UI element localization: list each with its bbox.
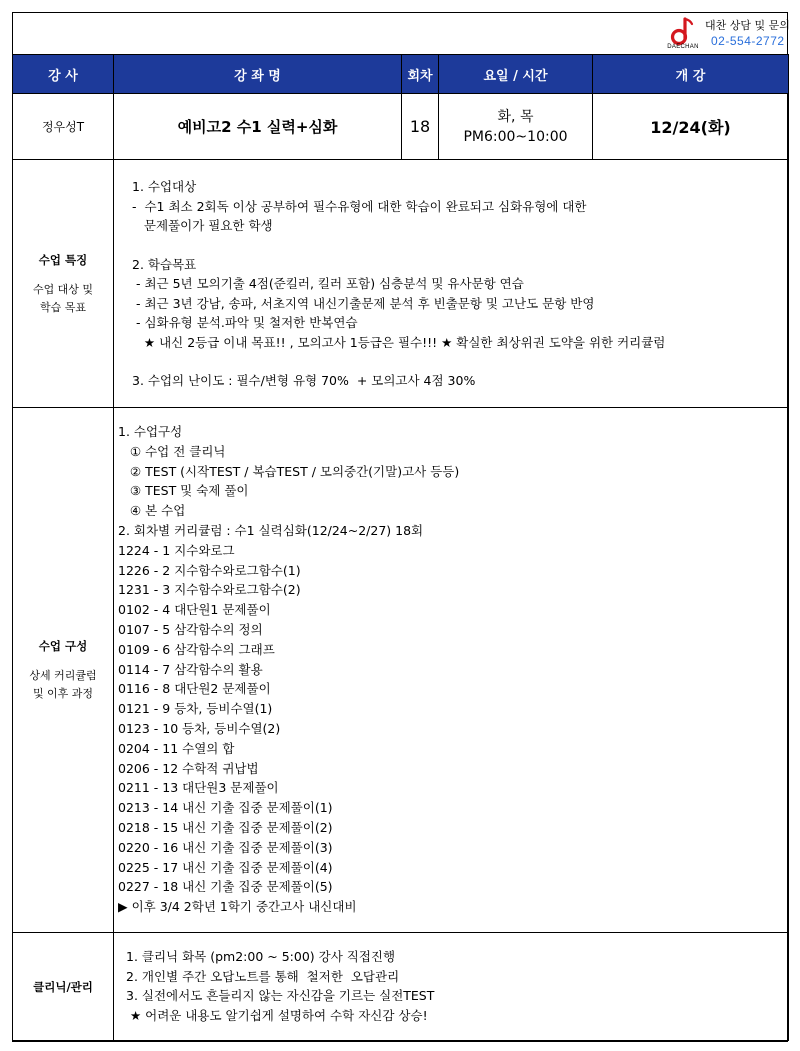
brand-header: [13, 13, 790, 54]
text-line: 0206 - 12 수학적 귀납법: [118, 760, 259, 776]
text-line: 2. 학습목표: [132, 256, 197, 272]
header-teacher: 강 사: [13, 55, 114, 94]
curriculum-subtitle-2: 및 이후 과정: [32, 687, 94, 700]
text-line: 0102 - 4 대단원1 문제풀이: [118, 602, 271, 618]
text-line: 1. 수업구성: [118, 424, 183, 439]
text-line: 0109 - 6 삼각함수의 그래프: [118, 641, 275, 657]
clinic-content: [114, 933, 789, 1041]
text-line: - 최근 5년 모의기출 4점(준킬러, 킬러 포함) 심층분석 및 유사문항 연습: [132, 276, 524, 291]
teacher-name: 정우성T: [13, 94, 114, 160]
curriculum-label: [13, 408, 114, 933]
text-line: 0220 - 16 내신 기출 집중 문제풀이(3): [118, 839, 333, 855]
curriculum-subtitle-1: 상세 커리큘럼: [29, 669, 97, 682]
text-line: 문제풀이가 필요한 학생: [132, 218, 273, 233]
text-line: [132, 352, 788, 371]
text-line: 1. 수업대상: [132, 179, 197, 194]
curriculum-list: [114, 408, 788, 917]
features-subtitle-2: 학습 목표: [39, 300, 86, 314]
header-course: 강 좌 명: [114, 55, 402, 94]
contact-phone: 02-554-2772: [711, 34, 785, 48]
text-line: 1226 - 2 지수함수와로그함수(1): [118, 562, 301, 578]
text-line: 0227 - 18 내신 기출 집중 문제풀이(5): [118, 879, 333, 895]
text-line: 0225 - 17 내신 기출 집중 문제풀이(4): [118, 859, 333, 875]
text-line: ★ 어려운 내용도 알기쉽게 설명하여 수학 자신감 상승!: [126, 1007, 428, 1023]
features-title: 수업 특징: [38, 252, 88, 267]
features-content: [114, 160, 789, 408]
logo-name: DAECHAN: [667, 44, 699, 50]
text-line: ③ TEST 및 숙제 풀이: [118, 483, 249, 499]
text-line: 0116 - 8 대단원2 문제풀이: [118, 681, 271, 697]
header-sessions: 회차: [402, 55, 439, 94]
text-line: 1231 - 3 지수함수와로그함수(2): [118, 582, 301, 598]
schedule-days: 화, 목: [497, 108, 534, 125]
schedule-cell: [439, 94, 593, 160]
contact-label: 대찬 상담 및 문의: [705, 19, 790, 32]
session-count: 18: [402, 94, 439, 160]
schedule-frame: [12, 12, 788, 1042]
course-name: 예비고2 수1 실력+심화: [114, 94, 402, 160]
curriculum-row: [13, 408, 789, 933]
clinic-list: [114, 933, 788, 1025]
header-schedule: 요일 / 시간: [439, 55, 593, 94]
text-line: 1. 클리닉 화목 (pm2:00 ~ 5:00) 강사 직접진행: [126, 949, 396, 964]
text-line: - 수1 최소 2회독 이상 공부하여 필수유형에 대한 학습이 완료되고 심화유형에 대한: [132, 198, 587, 214]
text-line: [132, 236, 788, 255]
text-line: ④ 본 수업: [118, 503, 186, 519]
features-row: [13, 160, 789, 408]
clinic-row: [13, 933, 789, 1041]
text-line: ① 수업 전 클리닉: [118, 443, 226, 459]
text-line: 0121 - 9 등차, 등비수열(1): [118, 701, 273, 717]
header-start: 개 강: [593, 55, 789, 94]
text-line: ▶ 이후 3/4 2학년 1학기 중간고사 내신대비: [118, 899, 357, 915]
text-line: 0218 - 15 내신 기출 집중 문제풀이(2): [118, 819, 333, 835]
features-subtitle-1: 수업 대상 및: [32, 282, 94, 296]
text-line: 0213 - 14 내신 기출 집중 문제풀이(1): [118, 800, 333, 816]
text-line: 0114 - 7 삼각함수의 활용: [118, 661, 263, 677]
text-line: - 심화유형 분석.파악 및 철저한 반복연습: [132, 315, 358, 330]
text-line: 0204 - 11 수열의 합: [118, 740, 235, 756]
schedule-time: PM6:00~10:00: [463, 128, 568, 145]
schedule-table: [12, 54, 789, 1041]
text-line: 3. 실전에서도 흔들리지 않는 자신감을 기르는 실전TEST: [126, 988, 435, 1003]
text-line: 1224 - 1 지수와로그: [118, 542, 235, 558]
clinic-label: [13, 933, 114, 1041]
text-line: - 최근 3년 강남, 송파, 서초지역 내신기출문제 분석 후 빈출문항 및 고난도 문항 반영: [132, 295, 595, 311]
curriculum-content: [114, 408, 789, 933]
text-line: ② TEST (시작TEST / 복습TEST / 모의중간(기말)고사 등등): [118, 463, 460, 479]
text-line: ★ 내신 2등급 이내 목표!! , 모의고사 1등급은 필수!!! ★ 확실한 최상위권 도약을 위한 커리큘럼: [132, 334, 666, 350]
course-info-row: [13, 94, 789, 160]
text-line: 0211 - 13 대단원3 문제풀이: [118, 780, 279, 796]
text-line: 3. 수업의 난이도 : 필수/변형 유형 70% + 모의고사 4점 30%: [132, 373, 476, 388]
clinic-title: 클리닉/관리: [33, 979, 93, 994]
start-date: 12/24(화): [593, 94, 789, 160]
features-label: [13, 160, 114, 408]
text-line: 0123 - 10 등차, 등비수열(2): [118, 720, 281, 736]
text-line: 0107 - 5 삼각함수의 정의: [118, 621, 263, 637]
header-row: [13, 55, 789, 94]
curriculum-title: 수업 구성: [38, 639, 88, 653]
features-list: [114, 160, 788, 391]
text-line: 2. 회차별 커리큘럼 : 수1 실력심화(12/24~2/27) 18회: [118, 522, 424, 538]
text-line: 2. 개인별 주간 오답노트를 통해 철저한 오답관리: [126, 968, 400, 984]
